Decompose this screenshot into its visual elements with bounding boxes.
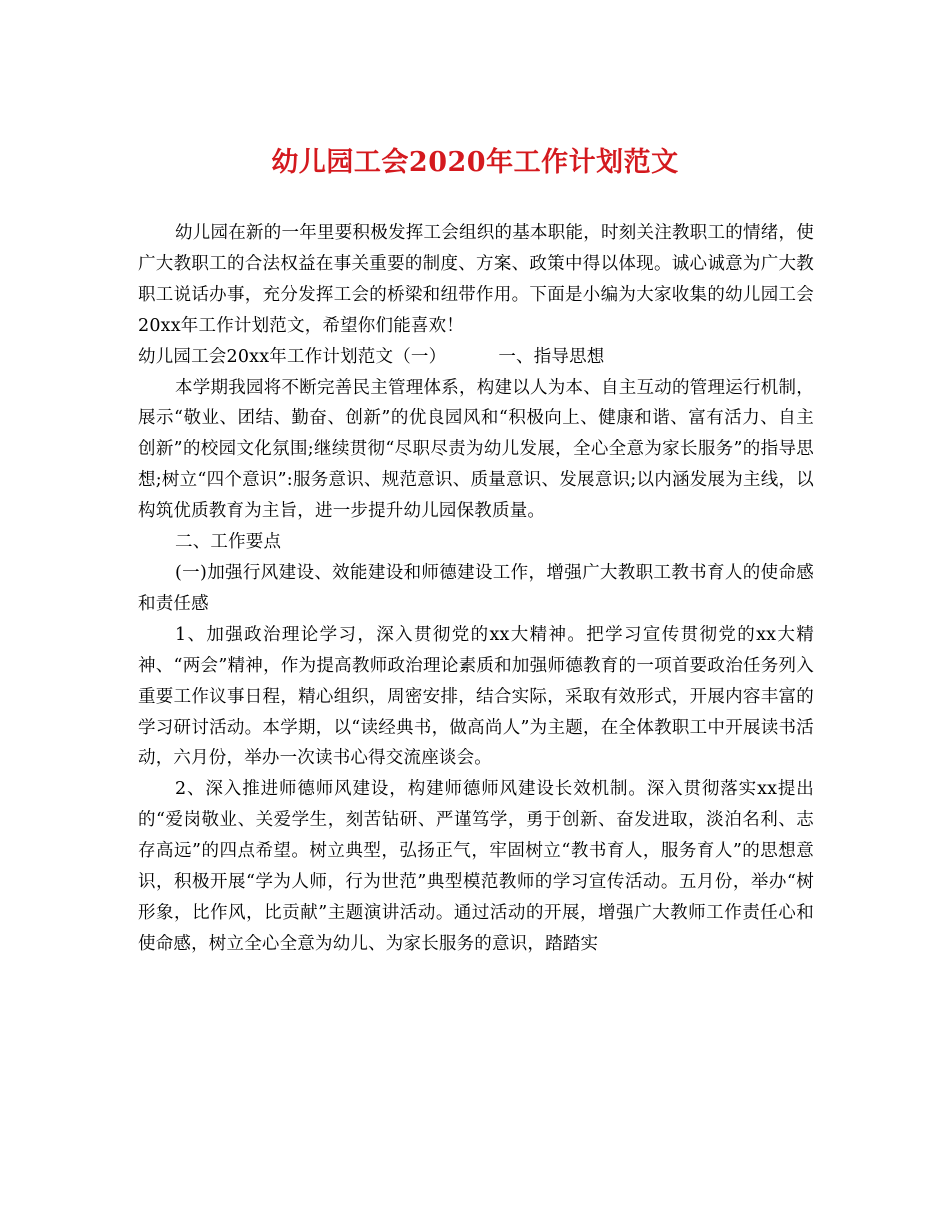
- item-two-paragraph: 2、深入推进师德师风建设，构建师德师风建设长效机制。深入贯彻落实xx提出的“爱岗敬业、关爱学生，刻苦钻研、严谨笃学，勇于创新、奋发进取，淡泊名利、志存高远”的四点希望。树立典型，弘扬正气，牢固树立“教书育人，服务育人”的思想意识，积极开展“学为人师，行为世范”典型模范教师的学习宣传活动。五月份，举办“树形象，比作风，比贡献”主题演讲活动。通过活动的开展，增强广大教师工作责任心和使命感，树立全心全意为幼儿、为家长服务的意识，踏踏实: [138, 779, 814, 954]
- intro-paragraph: 幼儿园在新的一年里要积极发挥工会组织的基本职能，时刻关注教职工的情绪，使广大教职工的合法权益在事关重要的制度、方案、政策中得以体现。诚心诚意为广大教职工说话办事，充分发挥工会的桥梁和纽带作用。下面是小编为大家收集的幼儿园工会20xx年工作计划范文，希望你们能喜欢！: [138, 223, 814, 336]
- section-heading-line: [138, 342, 814, 373]
- item-one-paragraph: 1、加强政治理论学习，深入贯彻党的xx大精神。把学习宣传贯彻党的xx大精神、“两会”精神，作为提高教师政治理论素质和加强师德教育的一项首要政治任务列入重要工作议事日程，精心组织，周密安排，结合实际，采取有效形式，开展内容丰富的学习研讨活动。本学期，以“读经典书，做高尚人”为主题，在全体教职工中开展读书活动，六月份，举办一次读书心得交流座谈会。: [138, 624, 814, 769]
- document-title: 幼儿园工会2020年工作计划范文: [271, 147, 679, 178]
- guiding-thought-heading: 一、指导思想: [498, 346, 605, 367]
- subsection-one-heading: (一)加强行风建设、效能建设和师德建设工作，增强广大教职工教书育人的使命感和责任感: [138, 562, 814, 614]
- work-points-heading: 二、工作要点: [175, 532, 282, 553]
- document-body: [138, 218, 814, 960]
- guiding-thought-paragraph: 本学期我园将不断完善民主管理体系，构建以人为本、自主互动的管理运行机制，展示“敬业、团结、勤奋、创新”的优良园风和“积极向上、健康和谐、富有活力、自主创新”的校园文化氛围;继续贯彻“尽职尽责为幼儿发展，全心全意为家长服务”的指导思想;树立“四个意识”:服务意识、规范意识、质量意识、发展意识;以内涵发展为主线，以构筑优质教育为主旨，进一步提升幼儿园保教质量。: [138, 377, 814, 522]
- plan-subtitle: 幼儿园工会20xx年工作计划范文（一）: [138, 346, 447, 367]
